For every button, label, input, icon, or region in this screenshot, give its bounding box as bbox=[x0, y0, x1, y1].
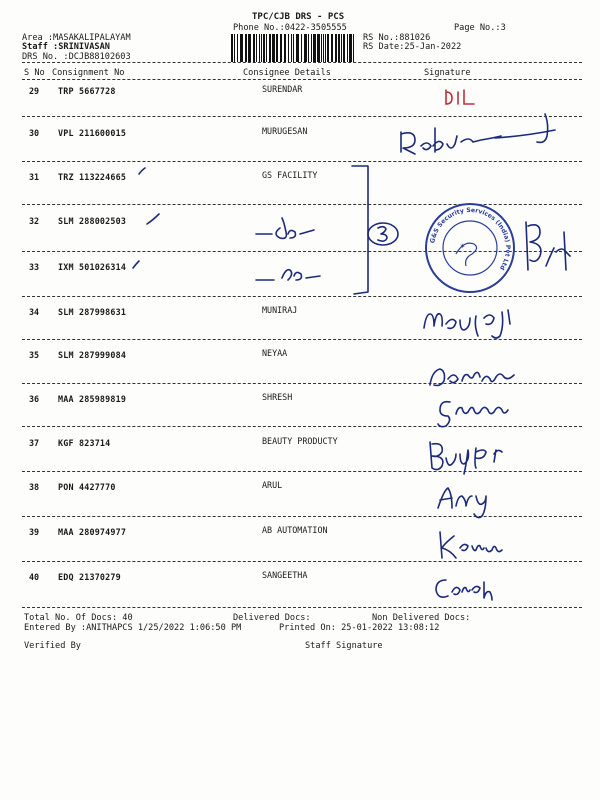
barcode-bar bbox=[335, 34, 337, 62]
signature-row-38 bbox=[434, 482, 524, 522]
rs-number: RS No.:881026 bbox=[363, 33, 431, 43]
entered-by: Entered By :ANITHAPCS 1/25/2022 1:06:50 PM bbox=[24, 623, 242, 633]
barcode-bar bbox=[323, 34, 324, 62]
signature-row-36 bbox=[436, 392, 546, 432]
row-sno: 31 bbox=[29, 172, 40, 182]
signature-row-32-33 bbox=[520, 212, 580, 282]
header-bottom-rule bbox=[22, 79, 582, 80]
barcode-bar bbox=[291, 34, 292, 62]
barcode-bar bbox=[288, 34, 289, 62]
row-consignee: NEYAA bbox=[262, 348, 288, 358]
row-consignee: AB AUTOMATION bbox=[262, 525, 328, 535]
col-header-sno: S No bbox=[24, 68, 45, 78]
row-sno: 40 bbox=[29, 572, 40, 582]
staff-signature: Staff Signature bbox=[305, 641, 383, 651]
row-consignee: GS FACILITY bbox=[262, 170, 318, 180]
barcode-bar bbox=[338, 34, 340, 62]
signature-row-35 bbox=[426, 355, 546, 395]
svg-text:✶: ✶ bbox=[460, 244, 466, 250]
barcode-bar bbox=[327, 34, 329, 62]
barcode-bar bbox=[245, 34, 247, 62]
row-consignment: SLM 287998631 bbox=[58, 307, 127, 317]
printed-on: Printed On: 25-01-2022 13:08:12 bbox=[279, 623, 440, 633]
row-consignment: TRP 5667728 bbox=[58, 86, 116, 96]
row-consignment: SLM 287999084 bbox=[58, 350, 127, 360]
row-consignment: MAA 280974977 bbox=[58, 527, 127, 537]
header-top-rule bbox=[22, 62, 582, 63]
barcode-bar bbox=[231, 34, 233, 62]
barcode-bar bbox=[304, 34, 307, 62]
row-sno: 39 bbox=[29, 527, 40, 537]
row-consignee: SHRESH bbox=[262, 392, 293, 402]
barcode-bar bbox=[321, 34, 322, 62]
row-consignment: SLM 288002503 bbox=[58, 216, 127, 226]
row-consignment: TRZ 113224665 bbox=[58, 172, 127, 182]
barcode-bar bbox=[284, 34, 286, 62]
tick-mark bbox=[133, 261, 139, 268]
row-sno: 32 bbox=[29, 216, 40, 226]
row-consignee: BEAUTY PRODUCTY bbox=[262, 436, 338, 446]
signature-row-40 bbox=[432, 570, 522, 610]
row-sno: 36 bbox=[29, 394, 40, 404]
barcode-bar bbox=[280, 34, 282, 62]
barcode-bar bbox=[317, 34, 320, 62]
barcode-bar bbox=[343, 34, 345, 62]
signature-row-30 bbox=[395, 108, 575, 168]
signature-row-29 bbox=[440, 86, 500, 110]
barcode-bar bbox=[266, 34, 267, 62]
company-stamp bbox=[420, 198, 520, 298]
barcode-bar bbox=[349, 34, 352, 62]
row-sno: 34 bbox=[29, 307, 40, 317]
barcode-bar bbox=[261, 34, 262, 62]
barcode-bar bbox=[263, 34, 265, 62]
tick-marks bbox=[125, 160, 265, 280]
signature-row-37 bbox=[424, 436, 534, 486]
area-label: Area :MASAKALIPALAYAM bbox=[22, 33, 131, 43]
row-sno: 30 bbox=[29, 128, 40, 138]
tick-mark bbox=[139, 168, 145, 174]
barcode-bar bbox=[248, 34, 251, 62]
barcode-bar bbox=[240, 34, 243, 62]
ditto-marks bbox=[254, 216, 334, 296]
row-consignment: PON 4427770 bbox=[58, 482, 116, 492]
row-consignee: ARUL bbox=[262, 480, 283, 490]
signature-row-39 bbox=[434, 526, 534, 566]
stamp-text: G&S Security Services (India) Pvt Ltd bbox=[429, 206, 512, 272]
barcode-bar bbox=[353, 34, 354, 62]
count-circle-3 bbox=[366, 220, 406, 250]
page-number: Page No.:3 bbox=[454, 23, 506, 33]
col-header-consignee: Consignee Details bbox=[243, 68, 331, 78]
drs-number: DRS No. :DCJB88102603 bbox=[22, 52, 131, 62]
row-consignment: EDQ 21370279 bbox=[58, 572, 121, 582]
row-consignment: IXM 501026314 bbox=[58, 262, 127, 272]
barcode-bar bbox=[311, 34, 312, 62]
rs-date: RS Date:25-Jan-2022 bbox=[363, 42, 462, 52]
barcode-bar bbox=[253, 34, 255, 62]
row-sno: 29 bbox=[29, 86, 40, 96]
barcode-bar bbox=[325, 34, 326, 62]
barcode-bar bbox=[256, 34, 257, 62]
barcode-bar bbox=[293, 34, 294, 62]
barcode-bar bbox=[296, 34, 299, 62]
row-consignee: MURUGESAN bbox=[262, 126, 308, 136]
barcode-bar bbox=[237, 34, 238, 62]
barcode-bar bbox=[308, 34, 309, 62]
verified-by: Verified By bbox=[24, 641, 81, 651]
row-consignment: KGF 823714 bbox=[58, 438, 111, 448]
barcode-bar bbox=[272, 34, 275, 62]
barcode-bar bbox=[331, 34, 333, 62]
tick-mark bbox=[147, 214, 159, 224]
barcode-bar bbox=[259, 34, 260, 62]
row-consignee: SANGEETHA bbox=[262, 570, 308, 580]
col-header-consignment: Consignment No bbox=[52, 68, 125, 78]
delivered-docs: Delivered Docs: bbox=[233, 613, 311, 623]
barcode-bar bbox=[269, 34, 271, 62]
col-header-signature: Signature bbox=[424, 68, 471, 78]
barcode-bar bbox=[301, 34, 302, 62]
barcode-bar bbox=[234, 34, 235, 62]
page-title: TPC/CJB DRS - PCS bbox=[252, 12, 345, 22]
row-consignee: MUNIRAJ bbox=[262, 305, 298, 315]
barcode-bar bbox=[313, 34, 316, 62]
staff-label: Staff :SRINIVASAN bbox=[22, 42, 110, 52]
barcode-bar bbox=[276, 34, 278, 62]
row-consignee: SURENDAR bbox=[262, 84, 303, 94]
row-consignment: VPL 211600015 bbox=[58, 128, 127, 138]
signature-row-34 bbox=[418, 298, 538, 342]
row-sno: 37 bbox=[29, 438, 40, 448]
barcode-icon bbox=[231, 34, 355, 62]
non-delivered-docs: Non Delivered Docs: bbox=[372, 613, 471, 623]
row-consignment: MAA 285989819 bbox=[58, 394, 127, 404]
phone-number: Phone No.:0422-3505555 bbox=[233, 23, 347, 33]
row-sno: 35 bbox=[29, 350, 40, 360]
total-docs: Total No. Of Docs: 40 bbox=[24, 613, 133, 623]
barcode-bar bbox=[347, 34, 348, 62]
row-sno: 38 bbox=[29, 482, 40, 492]
row-sno: 33 bbox=[29, 262, 40, 272]
barcode-bar bbox=[341, 34, 342, 62]
